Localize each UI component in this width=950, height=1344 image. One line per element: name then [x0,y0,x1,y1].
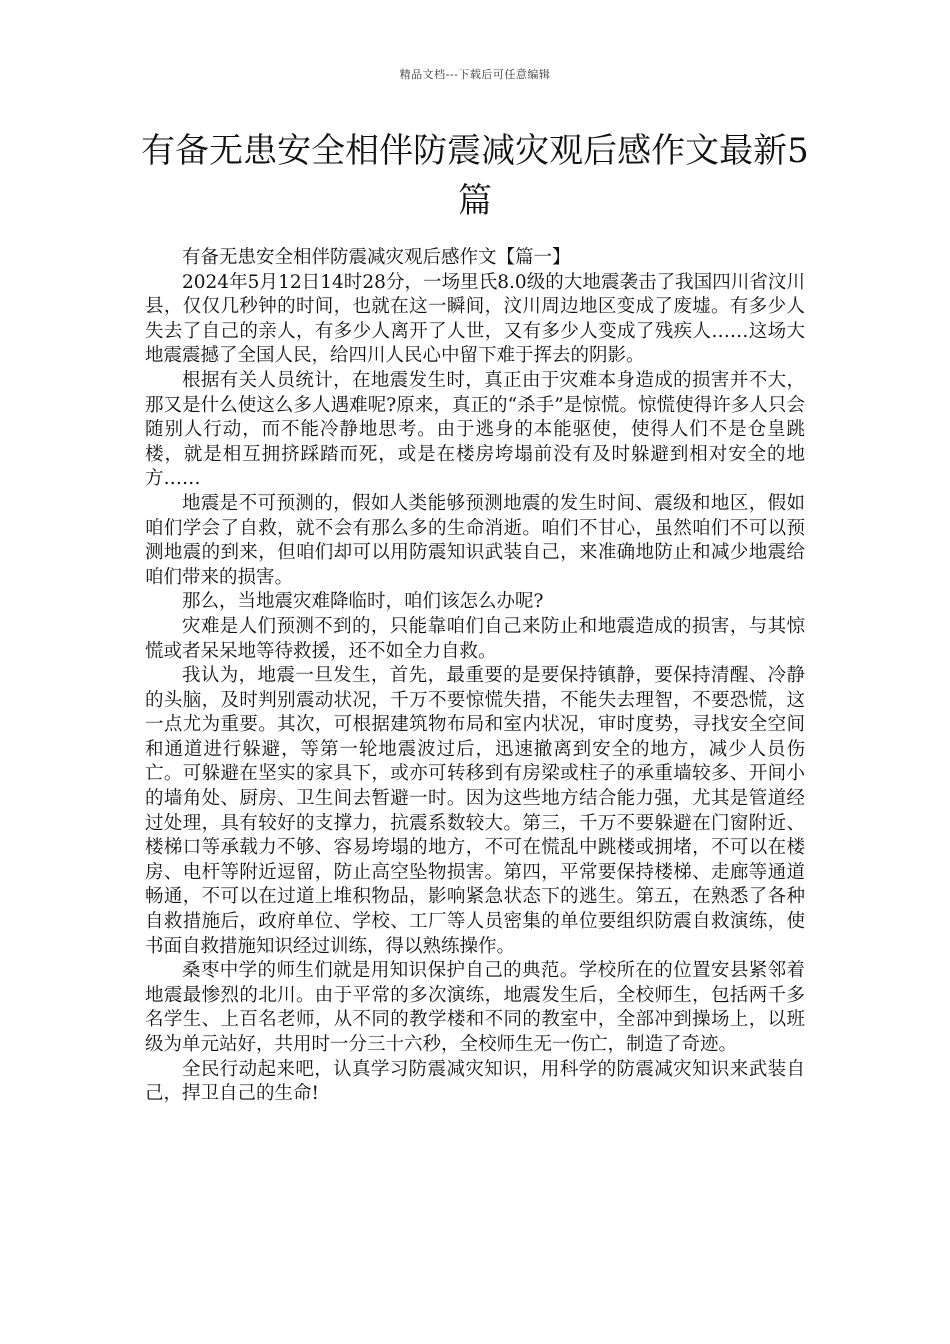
paragraph: 灾难是人们预测不到的，只能靠咱们自己来防止和地震造成的损害，与其惊慌或者呆呆地等待救援，还不如全力自救。 [145,615,805,662]
paragraph: 桑枣中学的师生们就是用知识保护自己的典范。学校所在的位置安县紧邻着地震最惨烈的北川。由于平常的多次演练，地震发生后，全校师生，包括两千多名学生、上百名老师，从不同的教学楼和不同的教室中，全部冲到操场上，以班级为单元站好，共用时一分三十六秒，全校师生无一伤亡，制造了奇迹。 [145,960,805,1055]
paragraph: 根据有关人员统计，在地震发生时，真正由于灾难本身造成的损害并不大，那又是什么使这么多人遇难呢?原来，真正的“杀手”是惊慌。惊慌使得许多人只会随别人行动，而不能冷静地思考。由于逃身的本能驱使，使得人们不是仓皇跳楼，就是相互拥挤踩踏而死，或是在楼房垮塌前没有及时躲避到相对安全的地方…… [145,369,805,490]
paragraph: 我认为，地震一旦发生，首先，最重要的是要保持镇静，要保持清醒、冷静的头脑，及时判别震动状况，千万不要惊慌失措，不能失去理智，不要恐慌，这一点尤为重要。其次，可根据建筑物布局和室内状况，审时度势，寻找安全空间和通道进行躲避，等第一轮地震波过后，迅速撤离到安全的地方，减少人员伤亡。可躲避在坚实的家具下，或亦可转移到有房梁或柱子的承重墙较多、开间小的墙角处、厨房、卫生间去暂避一时。因为这些地方结合能力强，尤其是管道经过处理，具有较好的支撑力，抗震系数较大。第三，千万不要躲避在门窗附近、楼梯口等承载力不够、容易垮塌的地方，不可在慌乱中跳楼或拥堵，不可以在楼房、电杆等附近逗留，防止高空坠物损害。第四，平常要保持楼梯、走廊等通道畅通，不可以在过道上堆积物品，影响紧急状态下的逃生。第五，在熟悉了各种自救措施后，政府单位、学校、工厂等人员密集的单位要组织防震自救演练，使书面自救措施知识经过训练，得以熟练操作。 [145,665,805,957]
document-title: 有备无患安全相伴防震减灾观后感作文最新5篇 [141,131,809,221]
paragraph: 那么，当地震灾难降临时，咱们该怎么办呢? [182,591,544,613]
paragraph: 地震是不可预测的，假如人类能够预测地震的发生时间、震级和地区，假如咱们学会了自救，就不会有那么多的生命消逝。咱们不甘心，虽然咱们不可以预测地震的到来，但咱们却可以用防震知识武装自己，来准确地防止和减少地震给咱们带来的损害。 [145,492,805,588]
paragraph: 全民行动起来吧，认真学习防震减灾知识，用科学的防震减灾知识来武装自己，捍卫自己的生命! [145,1058,805,1105]
header-note: 精品文档---下载后可任意编辑 [399,68,551,81]
section-heading: 有备无患安全相伴防震减灾观后感作文【篇一】 [182,247,571,268]
paragraph: 2024年5月12日14时28分，一场里氏8.0级的大地震袭击了我国四川省汶川县，仅仅几秒钟的时间，也就在这一瞬间，汶川周边地区变成了废墟。有多少人失去了自己的亲人，有多少人离开了人世，又有多少人变成了残疾人……这场大地震震撼了全国人民，给四川人民心中留下难于挥去的阴影。 [145,271,805,367]
document-body [145,246,805,1107]
